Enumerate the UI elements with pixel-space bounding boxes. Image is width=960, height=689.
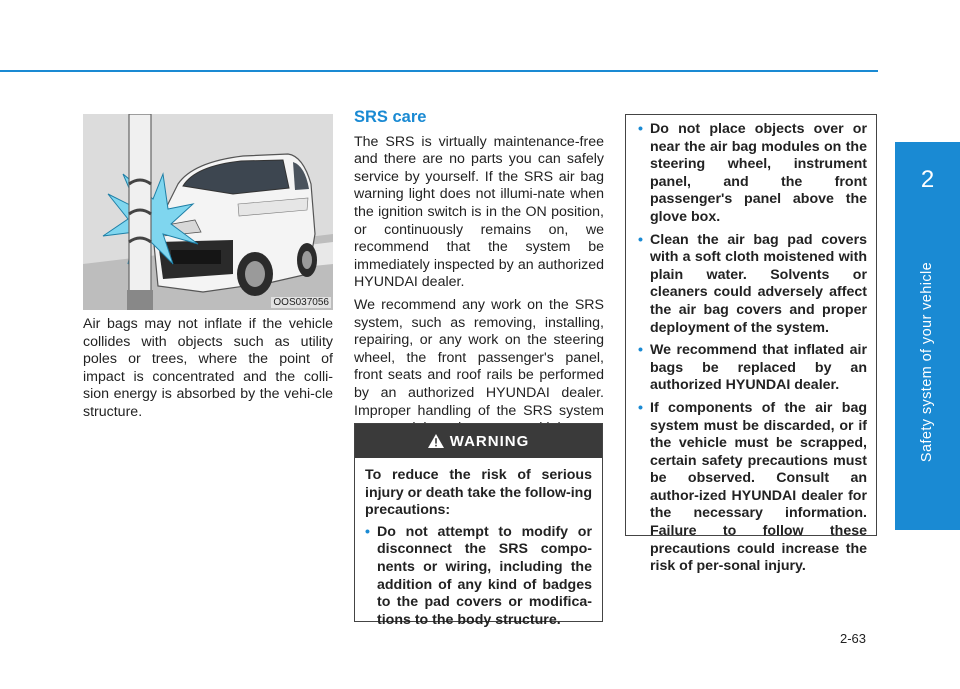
list-item [638, 400, 867, 576]
list-item [638, 121, 867, 227]
bullet-icon: • [365, 523, 370, 540]
bullet-icon: • [638, 121, 643, 137]
utility-pole-collision-illustration [83, 114, 333, 310]
list-item-text: Do not place objects over or near the air bag modules on the steering wheel, instrument panel, and the front passenger's panel above the glove box. [650, 121, 867, 225]
list-item-text: Clean the air bag pad covers with a soft cloth moistened with plain water. Solvents or cleaners could adversely affect the air bag covers and proper deployment of the system. [650, 231, 867, 336]
chapter-tab [895, 142, 960, 530]
warning-continuation-box [625, 114, 877, 575]
bullet-icon: • [638, 399, 643, 416]
warning-title: WARNING [449, 432, 530, 450]
bullet-icon: • [638, 231, 643, 248]
section-heading: SRS care [354, 108, 427, 126]
warning-header [355, 424, 602, 458]
list-item [638, 342, 867, 395]
header-rule [0, 70, 878, 72]
list-item-text: If components of the air bag system must be discarded, or if the vehicle must be scrapped, certain safety precautions must be observed. Consult an author-ized HYUNDAI dealer for the necessary information. Failure to follow these precautions could increase the risk of per-sonal injury. [650, 399, 867, 575]
srs-care-paragraph-1: The SRS is virtually maintenance-free and there are no parts you can safely service by yourself. If the SRS air bag warning light does not illumi-nate when the ignition switch is in the ON position, or continuously remains on, we recommend that the system be immediately inspected by an authorized HYUNDAI dealer. [354, 133, 604, 291]
warning-box [354, 423, 603, 628]
pole-collision-text: Air bags may not inflate if the vehicle collides with objects such as utility poles or trees, where the point of impact is concentrated and the colli-sion energy is absorbed by the vehi-cle structure. [83, 316, 333, 420]
list-item-text: We recommend that inflated air bags be replaced by an authorized HYUNDAI dealer. [650, 342, 867, 394]
warning-triangle-icon [428, 434, 444, 448]
srs-care-section [354, 109, 604, 443]
bullet-icon: • [638, 342, 643, 359]
chapter-title: Safety system of your vehicle [919, 261, 935, 463]
list-item-text: Do not attempt to modify or disconnect the SRS compo-nents or wiring, including the addition of any kind of badges to the pad covers or modifica-tions to the body structure. [377, 523, 592, 628]
list-item [365, 524, 592, 630]
chapter-number: 2 [920, 166, 935, 193]
car-pole-drawing [83, 114, 333, 310]
page-number: 2-63 [840, 631, 867, 646]
srs-care-paragraph-2: We recommend any work on the SRS system, such as removing, installing, repairing, or any work on the steering wheel, the front passenger's panel, front seats and roof rails be performed by an authorized HYUNDAI dealer. Improper handling of the SRS system [354, 296, 604, 419]
list-item [638, 232, 867, 338]
figure-code: OOS037056 [273, 297, 329, 308]
warning-intro: To reduce the risk of serious injury or death take the follow-ing precautions: [365, 467, 593, 519]
